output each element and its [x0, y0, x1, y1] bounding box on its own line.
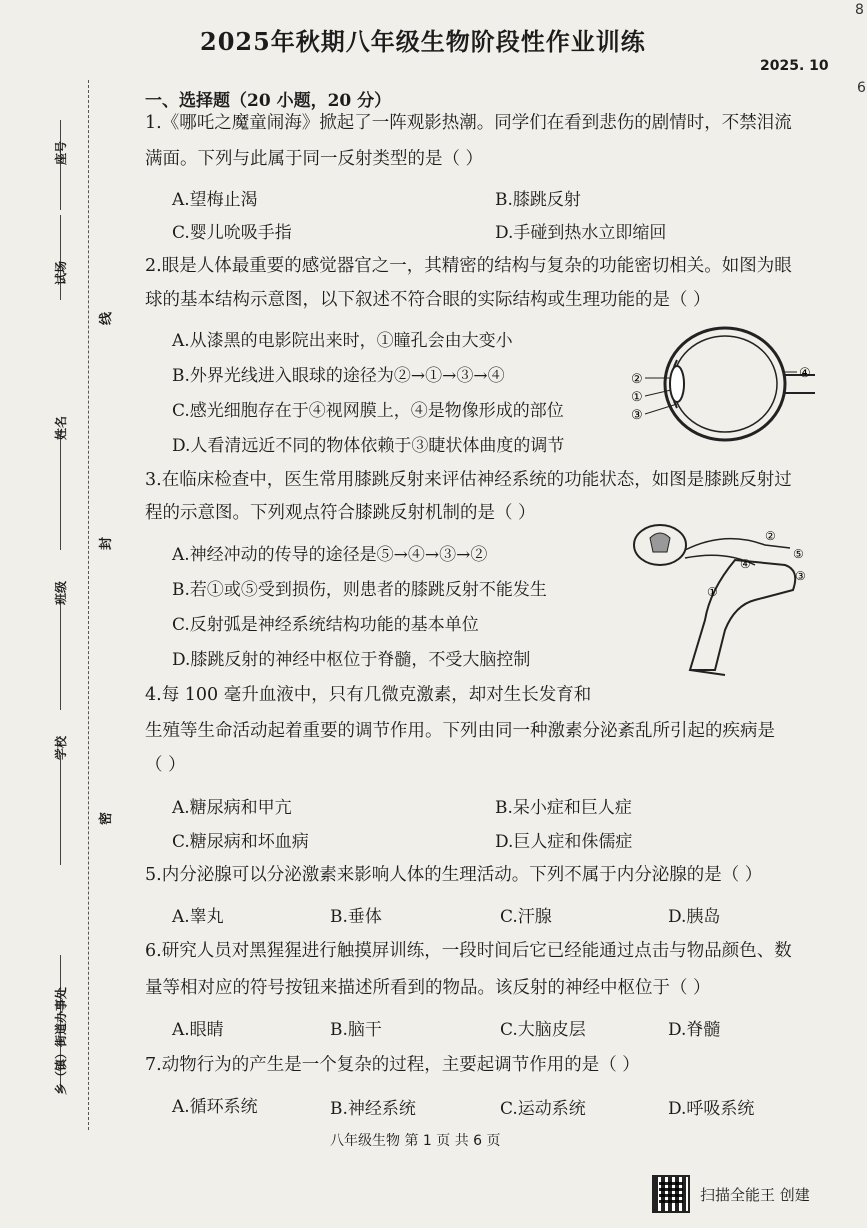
reflex-label: ①	[707, 585, 718, 599]
q6-option-c: C.大脑皮层	[500, 1020, 586, 1040]
q7-option-d: D.呼吸系统	[668, 1099, 755, 1119]
eye-label: ④	[799, 366, 811, 381]
q5-option-c: C.汗腺	[500, 907, 552, 927]
page-title: 2025年秋期八年级生物阶段性作业训练	[200, 27, 646, 56]
q1-option-a: A.望梅止渴	[172, 190, 258, 210]
seat-field-line	[60, 120, 61, 210]
q4-option-d: D.巨人症和侏儒症	[495, 832, 633, 852]
scanner-label: 扫描全能王 创建	[700, 1185, 810, 1204]
school-field-line	[60, 755, 61, 865]
q2-option-b: B.外界光线进入眼球的途径为②→①→③→④	[172, 366, 505, 386]
q6-stem-line1: 6.研究人员对黑猩猩进行触摸屏训练，一段时间后它已经能通过点击与物品颜色、数	[145, 941, 792, 961]
q2-option-a: A.从漆黑的电影院出来时，①瞳孔会由大变小	[172, 331, 513, 351]
q1-stem-line1: 1.《哪吒之魔童闹海》掀起了一阵观影热潮。同学们在看到悲伤的剧情时，不禁泪流	[145, 113, 792, 133]
qr-code-icon	[652, 1175, 690, 1213]
q6-option-a: A.眼睛	[172, 1020, 224, 1040]
reflex-label: ②	[765, 529, 776, 543]
q7-option-c: C.运动系统	[500, 1099, 586, 1119]
eye-label: ②	[631, 372, 643, 387]
name-label: 姓名	[54, 415, 68, 440]
q5-stem-line1: 5.内分泌腺可以分泌激素来影响人体的生理活动。下列不属于内分泌腺的是（ ）	[145, 865, 763, 885]
q1-option-b: B.膝跳反射	[495, 190, 581, 210]
cut-dense-mark: 密	[99, 811, 114, 825]
q2-option-c: C.感光细胞存在于④视网膜上，④是物像形成的部位	[172, 401, 564, 421]
q4-stem-line2: 生殖等生命活动起着重要的调节作用。下列由同一种激素分泌紊乱所引起的疾病是	[145, 721, 775, 741]
school-label: 学校	[54, 735, 68, 760]
reflex-label: ③	[795, 569, 806, 583]
seat-label: 座号	[54, 140, 68, 165]
q7-option-a: A.循环系统	[172, 1097, 258, 1117]
reflex-label: ⑤	[793, 547, 804, 561]
q3-stem-line1: 3.在临床检查中，医生常用膝跳反射来评估神经系统的功能状态，如图是膝跳反射过	[145, 470, 792, 490]
exam-date: 2025. 10	[760, 58, 829, 74]
q5-option-b: B.垂体	[330, 907, 382, 927]
eye-diagram	[625, 320, 825, 450]
q4-stem-line1: 4.每 100 毫升血液中，只有几微克激素，却对生长发育和	[145, 685, 592, 705]
district-label: 乡（镇）街道办事处	[54, 986, 68, 1095]
bleed-mark: 6	[857, 80, 866, 96]
knee-reflex-diagram	[615, 520, 815, 680]
q6-stem-line2: 量等相对应的符号按钮来描述所看到的物品。该反射的神经中枢位于（ ）	[145, 978, 711, 998]
q4-option-b: B.呆小症和巨人症	[495, 798, 632, 818]
q7-stem-line1: 7.动物行为的产生是一个复杂的过程，主要起调节作用的是（ ）	[145, 1055, 640, 1075]
binding-dashed-line	[88, 80, 89, 1130]
q2-stem-line2: 球的基本结构示意图，以下叙述不符合眼的实际结构或生理功能的是（ ）	[145, 290, 711, 310]
q3-stem-line2: 程的示意图。下列观点符合膝跳反射机制的是（ ）	[145, 503, 536, 523]
cut-line-mark: 线	[99, 311, 114, 325]
q2-option-d: D.人看清远近不同的物体依赖于③睫状体曲度的调节	[172, 436, 565, 456]
reflex-label: ④	[740, 557, 751, 571]
q3-option-c: C.反射弧是神经系统结构功能的基本单位	[172, 615, 479, 635]
room-label: 试场	[54, 260, 68, 285]
q1-stem-line2: 满面。下列与此属于同一反射类型的是（ ）	[145, 149, 484, 169]
q7-option-b: B.神经系统	[330, 1099, 416, 1119]
class-label: 班级	[54, 580, 68, 605]
bleed-mark: 8	[855, 2, 864, 18]
q1-option-c: C.婴儿吮吸手指	[172, 223, 292, 243]
q4-option-c: C.糖尿病和坏血病	[172, 832, 309, 852]
eye-label: ①	[631, 390, 643, 405]
scanner-watermark	[652, 1175, 810, 1213]
q6-option-d: D.脊髓	[668, 1020, 721, 1040]
q4-stem-line3: （ ）	[145, 755, 186, 775]
q3-option-b: B.若①或⑤受到损伤，则患者的膝跳反射不能发生	[172, 580, 547, 600]
q1-option-d: D.手碰到热水立即缩回	[495, 223, 667, 243]
q3-option-a: A.神经冲动的传导的途径是⑤→④→③→②	[172, 545, 488, 565]
page-footer: 八年级生物 第 1 页 共 6 页	[330, 1133, 501, 1149]
cut-seal-mark: 封	[99, 536, 114, 550]
q2-stem-line1: 2.眼是人体最重要的感觉器官之一，其精密的结构与复杂的功能密切相关。如图为眼	[145, 256, 792, 276]
q5-option-d: D.胰岛	[668, 907, 721, 927]
q3-option-d: D.膝跳反射的神经中枢位于脊髓，不受大脑控制	[172, 650, 531, 670]
q4-option-a: A.糖尿病和甲亢	[172, 798, 292, 818]
eye-label: ③	[631, 408, 643, 423]
section-heading: 一、选择题（20 小题，20 分）	[145, 91, 392, 111]
class-field-line	[60, 600, 61, 710]
q6-option-b: B.脑干	[330, 1020, 382, 1040]
name-field-line	[60, 430, 61, 550]
q5-option-a: A.睾丸	[172, 907, 224, 927]
room-field-line	[60, 215, 61, 300]
